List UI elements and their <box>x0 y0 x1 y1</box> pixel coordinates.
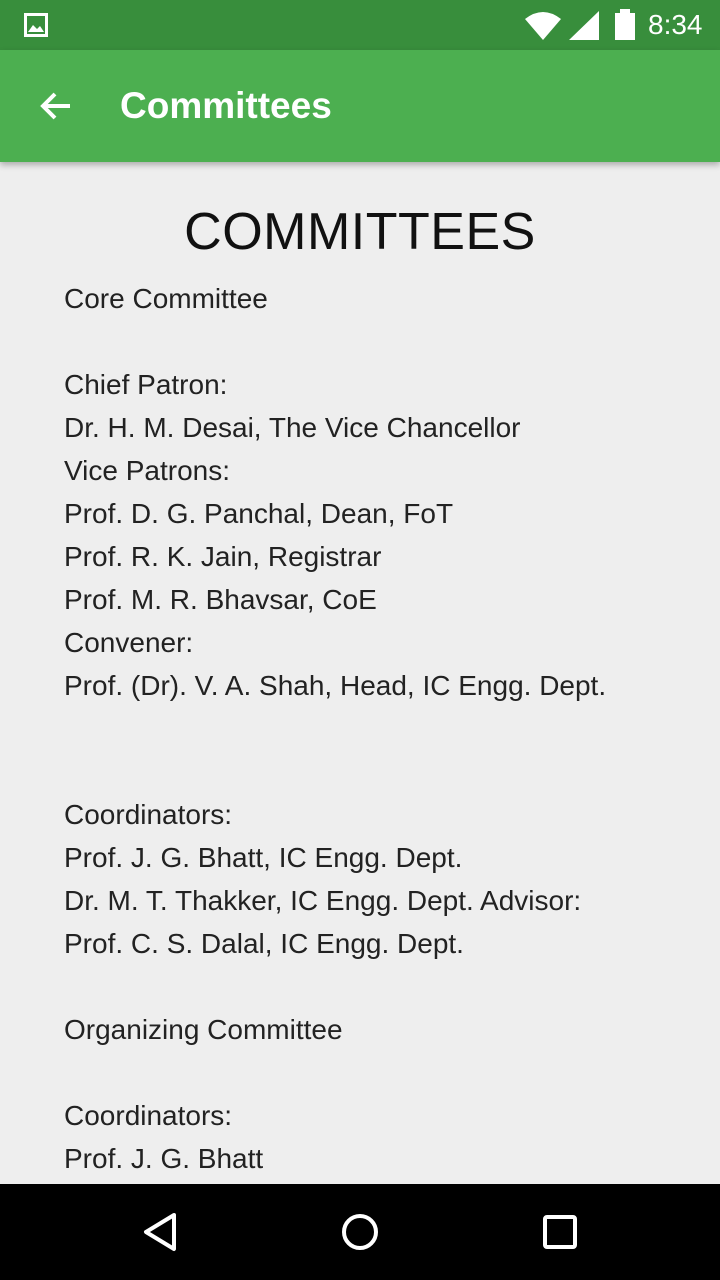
text-line: Prof. C. S. Dalal, IC Engg. Dept. <box>64 928 464 959</box>
text-line: Dr. H. M. Desai, The Vice Chancellor <box>64 412 521 443</box>
text-line <box>64 320 704 363</box>
gallery-icon <box>24 13 48 42</box>
back-arrow-icon <box>38 88 74 124</box>
text-line: Convener: <box>64 627 194 658</box>
text-line <box>64 1051 704 1094</box>
text-line: Coordinators: <box>64 799 233 830</box>
navigation-bar <box>0 1184 720 1280</box>
nav-back-button[interactable] <box>128 1200 192 1264</box>
text-line: Prof. M. R. Bhavsar, CoE <box>64 584 377 615</box>
text-line: Prof. D. G. Panchal, Dean, FoT <box>64 498 454 529</box>
content-scroll[interactable] <box>0 162 720 1174</box>
text-line: Prof. J. G. Bhatt <box>64 1143 264 1174</box>
app-bar <box>0 50 720 162</box>
page-title: Committees <box>120 85 332 126</box>
signal-icon <box>569 11 599 46</box>
back-button[interactable] <box>24 74 88 138</box>
text-line: Organizing Committee <box>64 1014 343 1045</box>
status-time: 8:34 <box>648 9 703 40</box>
text-line: Prof. J. G. Bhatt, IC Engg. Dept. <box>64 842 463 873</box>
text-line <box>64 750 704 793</box>
recents-square-icon <box>540 1212 580 1252</box>
content-heading: COMMITTEES <box>184 203 536 261</box>
status-bar <box>0 0 720 50</box>
text-line <box>64 707 704 750</box>
battery-icon <box>614 9 636 46</box>
text-line: Core Committee <box>64 283 268 314</box>
text-line: Prof. (Dr). V. A. Shah, Head, IC Engg. Dept. <box>64 670 607 701</box>
back-triangle-icon <box>140 1212 180 1252</box>
text-line: Prof. R. K. Jain, Registrar <box>64 541 382 572</box>
text-line: Vice Patrons: <box>64 455 231 486</box>
nav-home-button[interactable] <box>328 1200 392 1264</box>
nav-recents-button[interactable] <box>528 1200 592 1264</box>
text-line <box>64 965 704 1008</box>
text-line: Chief Patron: <box>64 369 228 400</box>
text-line: Dr. M. T. Thakker, IC Engg. Dept. Advisor: <box>64 885 582 916</box>
home-circle-icon <box>340 1212 380 1252</box>
text-line: Coordinators: <box>64 1100 233 1131</box>
committee-list <box>64 277 704 1180</box>
wifi-icon <box>525 11 561 46</box>
